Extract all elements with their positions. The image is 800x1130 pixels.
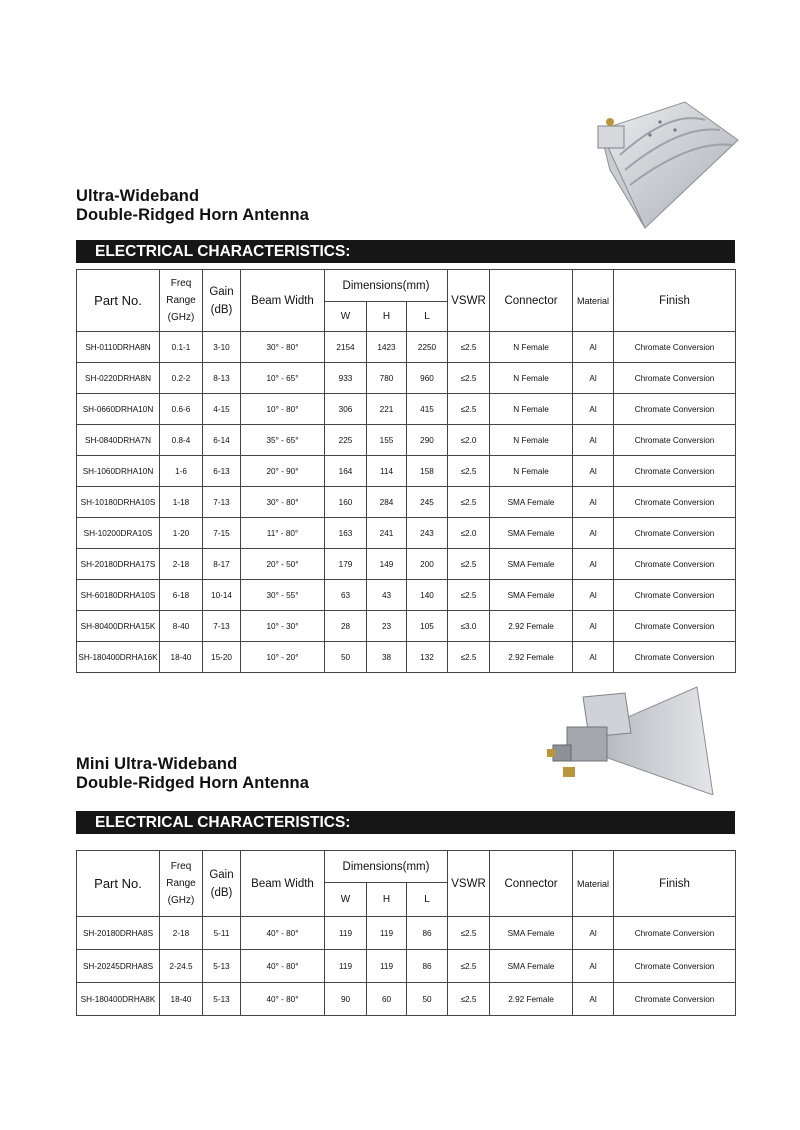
cell-connector: 2.92 Female <box>490 983 573 1016</box>
cell-finish: Chromate Conversion <box>614 487 736 518</box>
cell-vswr: ≤2.5 <box>448 332 490 363</box>
header-freq-line3: (GHz) <box>167 895 195 906</box>
cell-dim-w: 2154 <box>325 332 367 363</box>
header-gain-line2: (dB) <box>210 303 233 316</box>
table-row <box>77 950 736 983</box>
cell-dim-l: 415 <box>407 394 448 425</box>
cell-freq-range: 1-6 <box>160 456 203 487</box>
cell-dim-l: 50 <box>407 983 448 1016</box>
table-row <box>77 425 736 456</box>
cell-vswr: ≤2.5 <box>448 983 490 1016</box>
mini-horn-antenna-photo <box>545 685 715 795</box>
cell-beam-width: 40° - 80° <box>241 950 325 983</box>
section1-title-line1: Ultra-Wideband <box>76 187 200 205</box>
cell-connector: N Female <box>490 332 573 363</box>
header-part-no: Part No. <box>77 270 160 332</box>
cell-vswr: ≤2.5 <box>448 394 490 425</box>
cell-dim-w: 119 <box>325 950 367 983</box>
section2-banner: ELECTRICAL CHARACTERISTICS: <box>76 811 735 834</box>
cell-material: Al <box>573 917 614 950</box>
header-freq-line2: Range <box>166 295 196 306</box>
cell-dim-l: 140 <box>407 580 448 611</box>
header-h: H <box>367 883 407 917</box>
cell-dim-h: 114 <box>367 456 407 487</box>
cell-vswr: ≤2.5 <box>448 487 490 518</box>
cell-dim-l: 200 <box>407 549 448 580</box>
cell-part-no: SH-180400DRHA8K <box>77 983 160 1016</box>
cell-gain: 4-15 <box>203 394 241 425</box>
cell-material: Al <box>573 580 614 611</box>
cell-vswr: ≤2.5 <box>448 456 490 487</box>
cell-vswr: ≤2.5 <box>448 917 490 950</box>
cell-beam-width: 30° - 80° <box>241 332 325 363</box>
header-vswr: VSWR <box>448 851 490 917</box>
header-freq-line2: Range <box>166 878 196 889</box>
cell-dim-l: 158 <box>407 456 448 487</box>
table-row <box>77 917 736 950</box>
cell-dim-l: 2250 <box>407 332 448 363</box>
cell-gain: 6-13 <box>203 456 241 487</box>
cell-finish: Chromate Conversion <box>614 518 736 549</box>
cell-connector: SMA Female <box>490 950 573 983</box>
table-row <box>77 332 736 363</box>
cell-dim-h: 241 <box>367 518 407 549</box>
cell-part-no: SH-20180DRHA8S <box>77 917 160 950</box>
cell-material: Al <box>573 642 614 673</box>
cell-gain: 7-15 <box>203 518 241 549</box>
cell-gain: 10-14 <box>203 580 241 611</box>
header-l: L <box>407 883 448 917</box>
cell-vswr: ≤2.5 <box>448 549 490 580</box>
cell-freq-range: 2-24.5 <box>160 950 203 983</box>
cell-finish: Chromate Conversion <box>614 394 736 425</box>
cell-connector: SMA Female <box>490 917 573 950</box>
cell-gain: 6-14 <box>203 425 241 456</box>
cell-vswr: ≤3.0 <box>448 611 490 642</box>
cell-gain: 5-11 <box>203 917 241 950</box>
cell-connector: SMA Female <box>490 487 573 518</box>
cell-finish: Chromate Conversion <box>614 917 736 950</box>
header-freq-range <box>160 851 203 917</box>
cell-finish: Chromate Conversion <box>614 642 736 673</box>
header-beam-width: Beam Width <box>241 270 325 332</box>
cell-finish: Chromate Conversion <box>614 611 736 642</box>
section1-title-line2: Double-Ridged Horn Antenna <box>76 206 309 224</box>
header-connector: Connector <box>490 851 573 917</box>
table-row <box>77 611 736 642</box>
cell-dim-h: 43 <box>367 580 407 611</box>
cell-dim-h: 119 <box>367 917 407 950</box>
table-row <box>77 394 736 425</box>
cell-part-no: SH-20180DRHA17S <box>77 549 160 580</box>
header-w: W <box>325 302 367 332</box>
cell-dim-h: 119 <box>367 950 407 983</box>
header-freq-line3: (GHz) <box>167 312 195 323</box>
cell-beam-width: 40° - 80° <box>241 917 325 950</box>
cell-dim-w: 119 <box>325 917 367 950</box>
header-gain-line2: (dB) <box>210 886 233 899</box>
section2-title <box>76 755 309 793</box>
table-row <box>77 549 736 580</box>
cell-dim-h: 284 <box>367 487 407 518</box>
cell-gain: 8-17 <box>203 549 241 580</box>
cell-material: Al <box>573 611 614 642</box>
table-row <box>77 363 736 394</box>
cell-gain: 15-20 <box>203 642 241 673</box>
cell-dim-h: 23 <box>367 611 407 642</box>
cell-freq-range: 1-18 <box>160 487 203 518</box>
cell-dim-w: 179 <box>325 549 367 580</box>
section2-title-line1: Mini Ultra-Wideband <box>76 755 238 773</box>
header-material: Material <box>573 270 614 332</box>
cell-freq-range: 18-40 <box>160 983 203 1016</box>
table-row <box>77 456 736 487</box>
cell-dim-l: 290 <box>407 425 448 456</box>
cell-dim-w: 90 <box>325 983 367 1016</box>
cell-beam-width: 30° - 80° <box>241 487 325 518</box>
table-row <box>77 642 736 673</box>
cell-part-no: SH-0110DRHA8N <box>77 332 160 363</box>
section1-banner: ELECTRICAL CHARACTERISTICS: <box>76 240 735 263</box>
header-material: Material <box>573 851 614 917</box>
header-freq-line1: Freq <box>170 278 192 289</box>
cell-dim-w: 160 <box>325 487 367 518</box>
cell-gain: 5-13 <box>203 950 241 983</box>
header-gain <box>203 851 241 917</box>
cell-dim-h: 780 <box>367 363 407 394</box>
cell-dim-l: 86 <box>407 917 448 950</box>
cell-vswr: ≤2.5 <box>448 580 490 611</box>
cell-gain: 7-13 <box>203 487 241 518</box>
cell-finish: Chromate Conversion <box>614 549 736 580</box>
spec-table-2 <box>76 850 736 1016</box>
cell-material: Al <box>573 983 614 1016</box>
section2-title-line2: Double-Ridged Horn Antenna <box>76 774 309 792</box>
cell-part-no: SH-0660DRHA10N <box>77 394 160 425</box>
cell-dim-l: 245 <box>407 487 448 518</box>
cell-dim-l: 243 <box>407 518 448 549</box>
cell-connector: 2.92 Female <box>490 642 573 673</box>
header-gain-line1: Gain <box>209 285 234 298</box>
cell-material: Al <box>573 394 614 425</box>
cell-vswr: ≤2.5 <box>448 642 490 673</box>
cell-gain: 7-13 <box>203 611 241 642</box>
cell-connector: SMA Female <box>490 549 573 580</box>
cell-beam-width: 10° - 80° <box>241 394 325 425</box>
cell-finish: Chromate Conversion <box>614 332 736 363</box>
cell-freq-range: 0.6-6 <box>160 394 203 425</box>
header-dimensions: Dimensions(mm) <box>325 851 448 883</box>
cell-dim-h: 1423 <box>367 332 407 363</box>
cell-part-no: SH-10180DRHA10S <box>77 487 160 518</box>
cell-material: Al <box>573 950 614 983</box>
cell-finish: Chromate Conversion <box>614 363 736 394</box>
cell-freq-range: 0.8-4 <box>160 425 203 456</box>
cell-material: Al <box>573 363 614 394</box>
cell-beam-width: 10° - 30° <box>241 611 325 642</box>
cell-beam-width: 11° - 80° <box>241 518 325 549</box>
cell-material: Al <box>573 456 614 487</box>
cell-beam-width: 30° - 55° <box>241 580 325 611</box>
header-freq-range <box>160 270 203 332</box>
cell-freq-range: 0.2-2 <box>160 363 203 394</box>
header-freq-line1: Freq <box>170 861 192 872</box>
cell-dim-w: 933 <box>325 363 367 394</box>
header-w: W <box>325 883 367 917</box>
cell-material: Al <box>573 487 614 518</box>
cell-part-no: SH-180400DRHA16K <box>77 642 160 673</box>
section1-title <box>76 187 309 225</box>
cell-vswr: ≤2.0 <box>448 425 490 456</box>
cell-part-no: SH-80400DRHA15K <box>77 611 160 642</box>
cell-finish: Chromate Conversion <box>614 580 736 611</box>
cell-part-no: SH-60180DRHA10S <box>77 580 160 611</box>
cell-dim-w: 225 <box>325 425 367 456</box>
cell-vswr: ≤2.0 <box>448 518 490 549</box>
cell-part-no: SH-10200DRA10S <box>77 518 160 549</box>
table-row <box>77 487 736 518</box>
header-finish: Finish <box>614 270 736 332</box>
cell-finish: Chromate Conversion <box>614 983 736 1016</box>
header-part-no: Part No. <box>77 851 160 917</box>
spec-table-1 <box>76 269 736 673</box>
header-gain <box>203 270 241 332</box>
cell-finish: Chromate Conversion <box>614 950 736 983</box>
header-gain-line1: Gain <box>209 868 234 881</box>
cell-part-no: SH-0840DRHA7N <box>77 425 160 456</box>
header-dimensions: Dimensions(mm) <box>325 270 448 302</box>
cell-connector: 2.92 Female <box>490 611 573 642</box>
cell-dim-h: 60 <box>367 983 407 1016</box>
table-row <box>77 580 736 611</box>
cell-gain: 8-13 <box>203 363 241 394</box>
header-beam-width: Beam Width <box>241 851 325 917</box>
cell-finish: Chromate Conversion <box>614 425 736 456</box>
cell-dim-w: 164 <box>325 456 367 487</box>
cell-gain: 3-10 <box>203 332 241 363</box>
cell-dim-w: 63 <box>325 580 367 611</box>
cell-freq-range: 1-20 <box>160 518 203 549</box>
cell-freq-range: 2-18 <box>160 917 203 950</box>
cell-material: Al <box>573 518 614 549</box>
cell-part-no: SH-1060DRHA10N <box>77 456 160 487</box>
cell-connector: N Female <box>490 425 573 456</box>
cell-dim-l: 132 <box>407 642 448 673</box>
cell-beam-width: 35° - 65° <box>241 425 325 456</box>
cell-gain: 5-13 <box>203 983 241 1016</box>
cell-connector: N Female <box>490 394 573 425</box>
cell-beam-width: 10° - 20° <box>241 642 325 673</box>
cell-dim-h: 221 <box>367 394 407 425</box>
cell-dim-h: 155 <box>367 425 407 456</box>
cell-dim-h: 149 <box>367 549 407 580</box>
cell-dim-w: 306 <box>325 394 367 425</box>
cell-dim-w: 28 <box>325 611 367 642</box>
cell-dim-l: 105 <box>407 611 448 642</box>
table-row <box>77 983 736 1016</box>
cell-dim-l: 86 <box>407 950 448 983</box>
cell-connector: N Female <box>490 363 573 394</box>
cell-freq-range: 0.1-1 <box>160 332 203 363</box>
cell-connector: SMA Female <box>490 518 573 549</box>
cell-beam-width: 20° - 90° <box>241 456 325 487</box>
cell-material: Al <box>573 549 614 580</box>
cell-dim-w: 163 <box>325 518 367 549</box>
cell-dim-w: 50 <box>325 642 367 673</box>
header-l: L <box>407 302 448 332</box>
cell-freq-range: 8-40 <box>160 611 203 642</box>
cell-dim-l: 960 <box>407 363 448 394</box>
cell-freq-range: 18-40 <box>160 642 203 673</box>
header-finish: Finish <box>614 851 736 917</box>
cell-beam-width: 20° - 50° <box>241 549 325 580</box>
table-row <box>77 518 736 549</box>
header-vswr: VSWR <box>448 270 490 332</box>
header-h: H <box>367 302 407 332</box>
cell-vswr: ≤2.5 <box>448 363 490 394</box>
cell-finish: Chromate Conversion <box>614 456 736 487</box>
cell-connector: N Female <box>490 456 573 487</box>
cell-dim-h: 38 <box>367 642 407 673</box>
cell-material: Al <box>573 425 614 456</box>
cell-material: Al <box>573 332 614 363</box>
header-connector: Connector <box>490 270 573 332</box>
cell-part-no: SH-20245DRHA8S <box>77 950 160 983</box>
cell-vswr: ≤2.5 <box>448 950 490 983</box>
cell-part-no: SH-0220DRHA8N <box>77 363 160 394</box>
horn-antenna-photo <box>590 100 740 230</box>
cell-connector: SMA Female <box>490 580 573 611</box>
cell-freq-range: 6-18 <box>160 580 203 611</box>
cell-freq-range: 2-18 <box>160 549 203 580</box>
cell-beam-width: 10° - 65° <box>241 363 325 394</box>
cell-beam-width: 40° - 80° <box>241 983 325 1016</box>
